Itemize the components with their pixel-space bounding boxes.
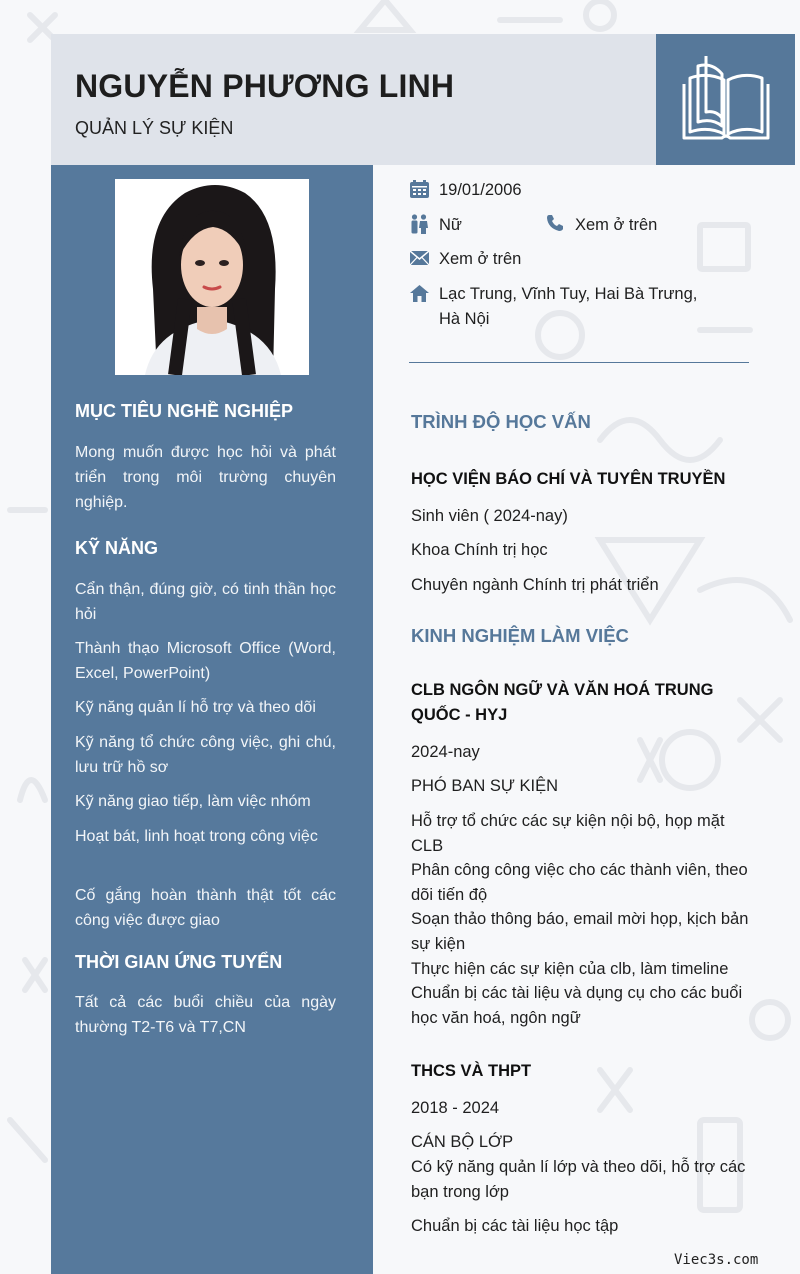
email-icon <box>410 251 429 265</box>
address-line-2: Hà Nội <box>439 310 490 328</box>
job-period: 2018 - 2024 <box>411 1099 500 1117</box>
skills-heading: KỸ NĂNG <box>75 538 159 558</box>
sidebar <box>51 165 373 1274</box>
objective-text: Mong muốn được học hỏi và phát triển trong môi trường chuyên nghiệp. <box>75 444 336 511</box>
gender-icon <box>410 214 428 234</box>
skill-item: Cố gắng hoàn thành thật tốt các công việc được giao <box>75 887 336 929</box>
job-organization: CLB NGÔN NGỮ VÀ VĂN HOÁ TRUNG QUỐC - HYJ <box>411 681 714 724</box>
site-watermark: Viec3s.com <box>674 1252 759 1268</box>
education-heading: TRÌNH ĐỘ HỌC VẤN <box>411 411 591 432</box>
job-position: CÁN BỘ LỚP <box>411 1133 514 1151</box>
divider <box>409 362 749 363</box>
portrait-image <box>115 179 309 375</box>
availability-text: Tất cả các buổi chiều của ngày thường T2-T6 và T7,CN <box>75 994 336 1036</box>
home-icon <box>410 285 429 302</box>
education-line: Khoa Chính trị học <box>411 541 548 559</box>
skill-item: Kỹ năng quản lí hỗ trợ và theo dõi <box>75 699 316 716</box>
candidate-role: QUẢN LÝ SỰ KIỆN <box>75 118 234 138</box>
job-duty: Chuẩn bị các tài liệu học tập <box>411 1217 619 1235</box>
logo-box <box>656 34 795 165</box>
job-duty: Chuẩn bị các tài liệu và dụng cụ cho các buổi học văn hoá, ngôn ngữ <box>411 984 743 1027</box>
experience-heading: KINH NGHIỆM LÀM VIỆC <box>411 625 629 646</box>
skill-item: Hoạt bát, linh hoạt trong công việc <box>75 828 318 845</box>
skill-item: Kỹ năng giao tiếp, làm việc nhóm <box>75 793 311 810</box>
school-name: HỌC VIỆN BÁO CHÍ VÀ TUYÊN TRUYỀN <box>411 470 726 488</box>
job-organization: THCS VÀ THPT <box>411 1062 532 1080</box>
candidate-name: NGUYỄN PHƯƠNG LINH <box>75 68 455 104</box>
objective-heading: MỤC TIÊU NGHỀ NGHIỆP <box>75 401 294 421</box>
job-period: 2024-nay <box>411 743 480 761</box>
profile-photo <box>115 179 309 375</box>
email-value: Xem ở trên <box>439 250 522 268</box>
education-line: Sinh viên ( 2024-nay) <box>411 507 568 525</box>
job-duty: Thực hiện các sự kiện của clb, làm timeline <box>411 960 729 978</box>
birth-date: 19/01/2006 <box>439 181 522 199</box>
availability-heading: THỜI GIAN ỨNG TUYỂN <box>75 952 283 972</box>
phone-value: Xem ở trên <box>575 216 658 234</box>
education-line: Chuyên ngành Chính trị phát triển <box>411 576 659 594</box>
skill-item: Cẩn thận, đúng giờ, có tinh thần học hỏi <box>75 581 336 623</box>
job-position: PHÓ BAN SỰ KIỆN <box>411 777 559 795</box>
job-duty: Phân công công việc cho các thành viên, theo dõi tiến độ <box>411 861 748 904</box>
calendar-icon <box>410 180 429 198</box>
job-duty: Soạn thảo thông báo, email mời họp, kịch bản sự kiện <box>411 910 749 953</box>
phone-icon <box>546 214 564 232</box>
address-line-1: Lạc Trung, Vĩnh Tuy, Hai Bà Trưng, <box>439 285 698 303</box>
header-banner <box>51 34 656 165</box>
job-duty: Có kỹ năng quản lí lớp và theo dõi, hỗ trợ các bạn trong lớp <box>411 1158 746 1201</box>
skill-item: Thành thạo Microsoft Office (Word, Excel, PowerPoint) <box>75 640 336 682</box>
gender-value: Nữ <box>439 216 462 234</box>
skill-item: Kỹ năng tổ chức công việc, ghi chú, lưu trữ hồ sơ <box>75 734 336 776</box>
job-duty: Hỗ trợ tổ chức các sự kiện nội bộ, họp mặt CLB <box>411 812 725 855</box>
book-icon <box>678 52 774 146</box>
